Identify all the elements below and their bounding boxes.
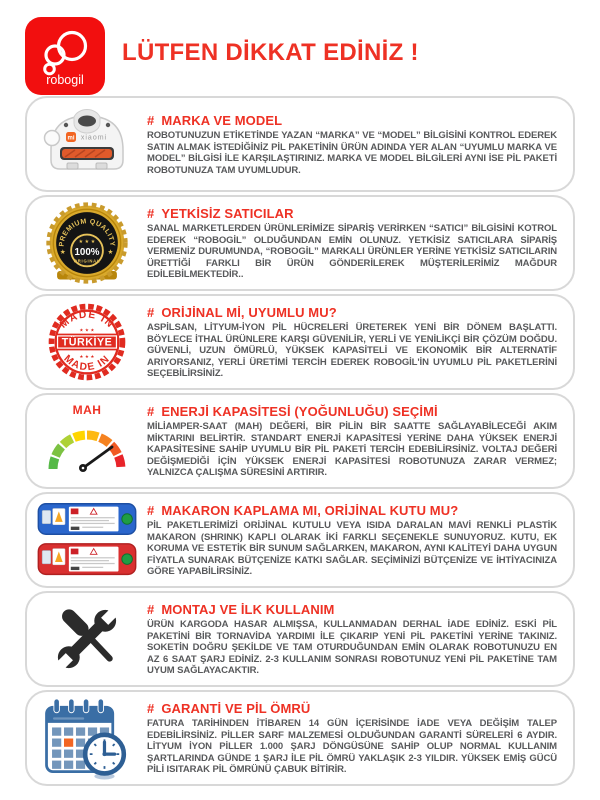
crossed-tools-icon	[48, 600, 126, 678]
hash-prefix: #	[147, 206, 155, 222]
card-text-area	[147, 106, 573, 182]
card-title-text: ORİJİNAL Mİ, UYUMLU MU?	[161, 305, 337, 321]
calendar-clock-icon	[41, 696, 133, 781]
card-icon-area	[27, 108, 147, 180]
card-text-area	[147, 694, 573, 782]
header	[0, 0, 600, 96]
xiaomi-label: xiaomi	[80, 134, 108, 142]
stamp-stars-top: ★ ★ ★	[79, 327, 95, 333]
card-title	[147, 503, 557, 518]
card-title	[147, 206, 557, 221]
card-body-text: ASPİLSAN, LİTYUM-İYON PİL HÜCRELERİ ÜRETEREK YENİ BİR DÖNEM BAŞLATTI. BÖYLECE İTHAL ÜRÜNLERE KARŞI GÜVENİLİR, YERLİ VE YENİLİKÇİ BİR ÇÖZÜM DOĞDU. GÜVENLİ, UZUN ÖMÜRLÜ, YÜKSEK KAPASİTELİ VE EKONOMİK BİR ALTERNATİF ARIYORSANIZ, YERLİ ÜRETİMİ TERCİH EDEREK ROBOGİL'İN UYUMLU PİL PAKETLERİNİ SEÇEBİLİRSİNİZ.	[147, 322, 557, 380]
card-body-text: SANAL MARKETLERDEN ÜRÜNLERİMİZE SİPARİŞ VERİRKEN “SATICI” BİLGİSİNİ KOTROL EDEREK “ROBOGİL” OLDUĞUNDAN EMİN OLUNUZ. YETKİSİZ SATICILARA SİPARİŞ VERMENİZ DURUMUNDA, “ROBOGİL” MARKALI ÜRÜNLER YERİNE YETKİSİZ SATICILARIN ÜRETTİĞİ FARKLI BİR ÜRÜN GÖNDERİLEREK MÜŞTERİLERİMİZ MAĞDUR EDİLEBİLMEKTEDİR..	[147, 223, 557, 281]
info-card-montaj-ve-ilk-kullanim	[25, 591, 575, 687]
card-body-text: MİLİAMPER-SAAT (MAH) DEĞERİ, BİR PİLİN BİR SAATTE SAĞLAYABİLECEĞİ AKIM MİKTARINI BELİRTİR. STANDART ENERJİ KAPASİTESİ YERİNE DAHA YÜKSEK ENERJİ KAPASİTESİNE SAHİP UYUMLU BİR PİL PAKETİ TERCİH EDEBİLİRSİNİZ. VOLTAJ DEĞERİ DEĞİŞMEDİĞİ İÇİN YÜKSEK ENERJİ KAPASİTESİ ROBOTUNUZA ZARAR VERMEZ; YALNIZCA ÇALIŞMA SÜRESİNİ ARTIRIR.	[147, 421, 557, 479]
hash-prefix: #	[147, 602, 155, 618]
card-body-text: ÜRÜN KARGODA HASAR ALMIŞSA, KULLANMADAN DERHAL İADE EDİNİZ. ESKİ PİL PAKETİNİ BİR TORNAVİDA YARDIMI İLE ÇIKARIP YENİ PİL PAKETİNİ YERİNE TAKINIZ. SOKETİN DOĞRU ŞEKİLDE VE TAM OTURDUĞUNDAN EMİN OLARAK ROBOTUNUZU EN AZ 6 SAAT ŞARJ EDİNİZ. 2-3 KULLANIM SONRASI ROBOTUNUZ YENİ PİL PAKETİNE TAM UYUM SAĞLAYACAKTIR.	[147, 619, 557, 677]
card-body-text: PİL PAKETLERİMİZİ ORİJİNAL KUTULU VEYA ISIDA DARALAN MAVİ RENKLİ PLASTİK MAKARON (SHRINK) KAPLI OLARAK İKİ FARKLI SEÇENEKLE SUNUYORUZ. KUTU, EK KORUMA VE ESTETİK BİR SUNUM SAĞLARKEN, MAKARON, AYNI KALİTEYİ DAHA UYGUN FİYATLA SUNARAK BÜTÇENİZE KATKI SAĞLAR. SEÇİMİNİZİ BÜTÇENİZE VE İHTİYACINIZA GÖRE YAPABİLİRSİNİZ.	[147, 520, 557, 578]
card-title	[147, 602, 557, 617]
hash-prefix: #	[147, 113, 155, 128]
info-card-garanti-ve-pil-omru	[25, 690, 575, 786]
card-icon-area	[27, 299, 147, 385]
mi-logo: mi	[67, 135, 75, 142]
card-icon-area	[27, 696, 147, 781]
made-in-turkiye-stamp-icon	[40, 299, 134, 385]
robot-vacuum-icon	[35, 108, 139, 180]
card-text-area	[147, 298, 573, 386]
card-text-area	[147, 496, 573, 584]
battery-packs-icon	[34, 498, 140, 582]
card-title-text: GARANTİ VE PİL ÖMRÜ	[161, 701, 311, 717]
page-title: LÜTFEN DİKKAT EDİNİZ !	[122, 39, 419, 66]
mah-gauge-icon	[37, 401, 137, 481]
card-text-area	[147, 199, 573, 287]
info-card-enerji-kapasitesi	[25, 393, 575, 489]
info-card-marka-ve-model	[25, 96, 575, 192]
card-body-text: ROBOTUNUZUN ETİKETİNDE YAZAN “MARKA” VE “MODEL” BİLGİSİNİ KONTROL EDEREK SATIN ALMAK İSTEDİĞİNİZ PİL PAKETİNİN ÜRÜN ADINDA YER ALAN “UYUMLU MARKA VE MODEL” BİLGİSİ İLE KARŞILAŞTIRINIZ. MARKA VE MODEL BİLGİLERİ AYNI İSE PİL PAKETİ ROBOTUNUZA TAM UYUMLUDUR.	[147, 130, 557, 176]
hash-prefix: #	[147, 305, 155, 321]
badge-star-left: ★	[59, 249, 66, 257]
card-icon-area	[27, 401, 147, 481]
card-title-text: MARKA VE MODEL	[161, 113, 283, 128]
card-icon-area	[27, 200, 147, 286]
card-list	[0, 96, 600, 786]
badge-stars: ★ ★ ★	[78, 239, 96, 245]
card-title	[147, 404, 557, 419]
stamp-top-text: MADE IN	[58, 309, 116, 331]
stamp-bottom-text: MADE IN	[61, 353, 113, 374]
info-card-orijinal-mi-uyumlu-mu	[25, 294, 575, 390]
gauge-needle	[79, 447, 112, 472]
hash-prefix: #	[147, 404, 155, 420]
hash-prefix: #	[147, 503, 155, 519]
badge-100-percent: 100%	[74, 247, 100, 259]
card-title	[147, 113, 557, 128]
logo-wordmark: robogil	[46, 73, 84, 87]
card-text-area	[147, 595, 573, 683]
card-body-text: FATURA TARİHİNDEN İTİBAREN 14 GÜN İÇERİSİNDE İADE VEYA DEĞİŞİM TALEP EDEBİLİRSİNİZ. PİLLER SARF MALZEMESİ OLDUĞUNDAN GARANTİ SÜRELERİ 6 AYDIR. LİTYUM İYON PİLLER 1.000 ŞARJ DÖNGÜSÜNE SAHİP OLUP NORMAL KULLANIM ŞARTLARINDA GÜNDE 1 ŞARJ İLE PİL ÖMRÜ YAKLAŞIK 2-3 YILDIR. YÜKSEK EMİŞ GÜCÜ PİLİ ISITARAK PİL ÖMRÜNÜ ÇABUK BİTİRİR.	[147, 718, 557, 776]
card-title-text: ENERJİ KAPASİTESİ (YOĞUNLUĞU) SEÇİMİ	[161, 404, 438, 420]
hash-prefix: #	[147, 701, 155, 717]
card-title-text: MAKARON KAPLAMA MI, ORİJİNAL KUTU MU?	[161, 503, 459, 519]
card-icon-area	[27, 600, 147, 678]
card-icon-area	[27, 498, 147, 582]
info-card-yetkisiz-saticilar	[25, 195, 575, 291]
stamp-stars-bottom: ★ ★ ★	[79, 353, 95, 359]
battery-pack-blue	[38, 504, 135, 535]
card-title	[147, 701, 557, 716]
info-card-makaron-kaplama	[25, 492, 575, 588]
gauge-mah-label: MAH	[72, 403, 102, 417]
premium-quality-badge-icon	[40, 200, 134, 286]
badge-star-right: ★	[107, 249, 114, 257]
card-title-text: YETKİSİZ SATICILAR	[161, 206, 294, 222]
card-title-text: MONTAJ VE İLK KULLANIM	[161, 602, 335, 618]
battery-pack-red	[38, 544, 135, 575]
badge-original-text: ORIGINAL	[73, 258, 101, 264]
robogil-logo	[25, 17, 105, 95]
card-title	[147, 305, 557, 320]
badge-arc-text: PREMIUM QUALITY	[58, 218, 116, 247]
stamp-turkiye-text: TÜRKİYE	[61, 336, 113, 349]
card-text-area	[147, 397, 573, 485]
